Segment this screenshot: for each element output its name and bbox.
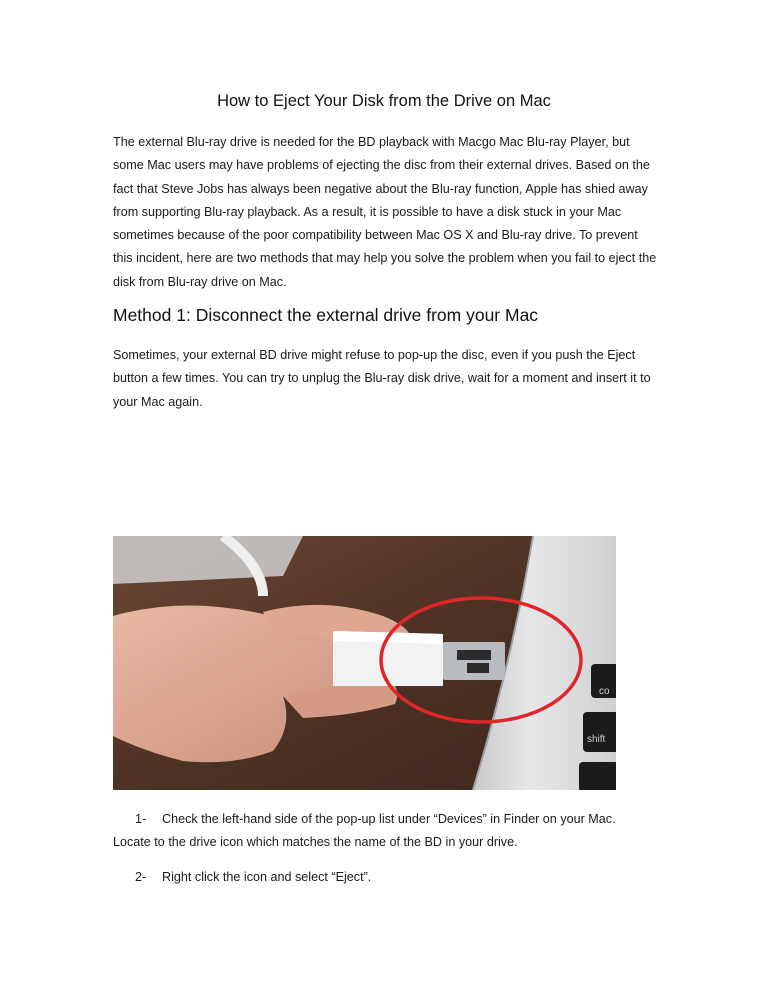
- photo-illustration: [113, 536, 616, 790]
- step-2-text: Right click the icon and select “Eject”.: [162, 870, 372, 884]
- method-1-heading: Method 1: Disconnect the external drive from your Mac: [113, 305, 539, 325]
- keyboard-key: [579, 762, 616, 790]
- step-2-number: 2-: [135, 870, 147, 884]
- page-title: How to Eject Your Disk from the Drive on Mac: [217, 92, 551, 110]
- method-1-paragraph: Sometimes, your external BD drive might refuse to pop-up the disc, even if you push the Eject button a few times. You can try to unplug the Blu-ray disk drive, wait for a moment and insert it to your Mac again.: [113, 348, 651, 409]
- intro-paragraph: The external Blu-ray drive is needed for the BD playback with Macgo Mac Blu-ray Player, but some Mac users may have problems of ejecting the disc from their external drives. Based on the fact that Steve Jobs has always been negative about the Blu-ray function, Apple has shied away from supporting Blu-ray playback. As a result, it is possible to have a disk stuck in your Mac sometimes because of the poor compatibility between Mac OS X and Blu-ray drive. To prevent this incident, here are two methods that may help you solve the problem when you fail to eject the disk from Blu-ray drive on Mac.: [113, 135, 657, 289]
- step-1: [113, 808, 658, 855]
- step-1-text: Check the left-hand side of the pop-up list under “Devices” in Finder on your Mac.: [162, 812, 616, 826]
- step-1-number: 1-: [135, 812, 147, 826]
- usb-connector: [443, 642, 505, 680]
- usb-unplug-photo: [113, 536, 616, 790]
- key-label-co: co: [599, 686, 610, 697]
- key-label-shift: shift: [587, 734, 606, 745]
- keyboard-key: [583, 712, 616, 752]
- step-2: [113, 866, 658, 889]
- step-1-continuation: Locate to the drive icon which matches the name of the BD in your drive.: [113, 835, 518, 850]
